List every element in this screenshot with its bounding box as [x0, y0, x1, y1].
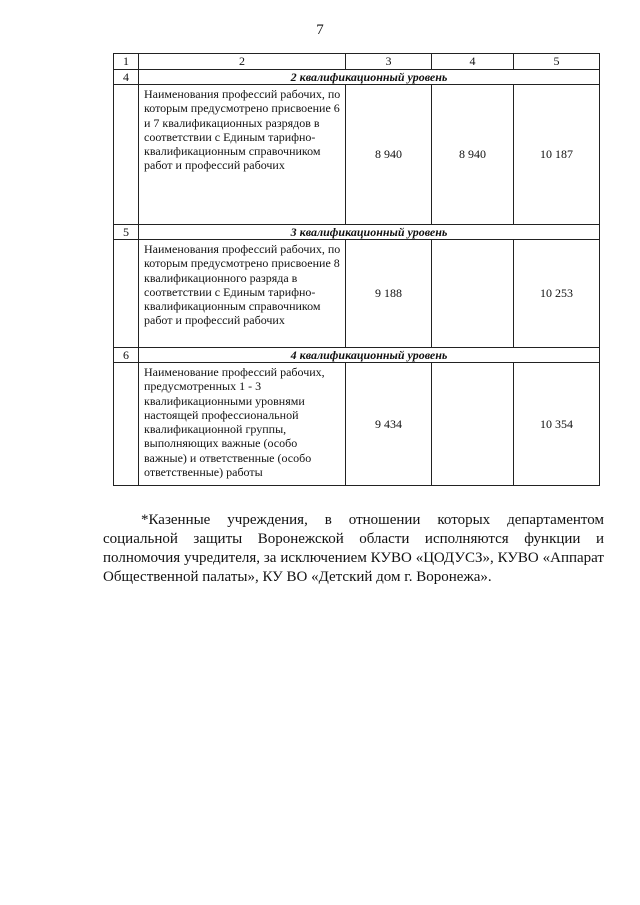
table-row — [114, 240, 600, 348]
row-number: 6 — [114, 348, 139, 363]
value-col5: 10 253 — [514, 240, 600, 348]
level-title: 4 квалификационный уровень — [139, 348, 600, 363]
profession-description: Наименования профессий рабочих, по которым предусмотрено присвоение 8 квалификационного разряда в соответствии с Единым тарифно-квалификационным справочником работ и профессий рабочих — [139, 240, 346, 348]
table-header-row — [114, 54, 600, 70]
value-col5: 10 187 — [514, 85, 600, 225]
header-cell: 4 — [432, 54, 514, 70]
profession-description: Наименования профессий рабочих, по которым предусмотрено присвоение 6 и 7 квалификационных разрядов в соответствии с Единым тарифно-квалификационным справочником работ и профессий рабочих — [139, 85, 346, 225]
value-col5: 10 354 — [514, 363, 600, 486]
salary-table — [113, 53, 600, 486]
table-row — [114, 363, 600, 486]
level-row — [114, 70, 600, 85]
header-cell: 3 — [346, 54, 432, 70]
footnote: *Казенные учреждения, в отношении которых департаментом социальной защиты Воронежской области исполняются функции и полномочия учредителя, за исключением КУВО «ЦОДУСЗ», КУВО «Аппарат Общественной палаты», КУ ВО «Детский дом г. Воронежа». — [103, 512, 604, 585]
level-row — [114, 348, 600, 363]
empty-cell — [114, 85, 139, 225]
empty-cell — [114, 363, 139, 486]
page-number: 7 — [316, 22, 324, 38]
row-number: 4 — [114, 70, 139, 85]
value-col3: 9 434 — [346, 363, 432, 486]
header-cell: 5 — [514, 54, 600, 70]
level-title: 2 квалификационный уровень — [139, 70, 600, 85]
header-cell: 2 — [139, 54, 346, 70]
value-col4 — [432, 363, 514, 486]
table-row — [114, 85, 600, 225]
empty-cell — [114, 240, 139, 348]
row-number: 5 — [114, 225, 139, 240]
value-col4 — [432, 240, 514, 348]
profession-description: Наименование профессий рабочих, предусмотренных 1 - 3 квалификационными уровнями настоящей профессиональной квалификационной группы, выполняющих важные (особо важные) и ответственные (особо ответственные) работы — [139, 363, 346, 486]
value-col3: 8 940 — [346, 85, 432, 225]
value-col4: 8 940 — [432, 85, 514, 225]
level-row — [114, 225, 600, 240]
header-cell: 1 — [114, 54, 139, 70]
value-col3: 9 188 — [346, 240, 432, 348]
level-title: 3 квалификационный уровень — [139, 225, 600, 240]
